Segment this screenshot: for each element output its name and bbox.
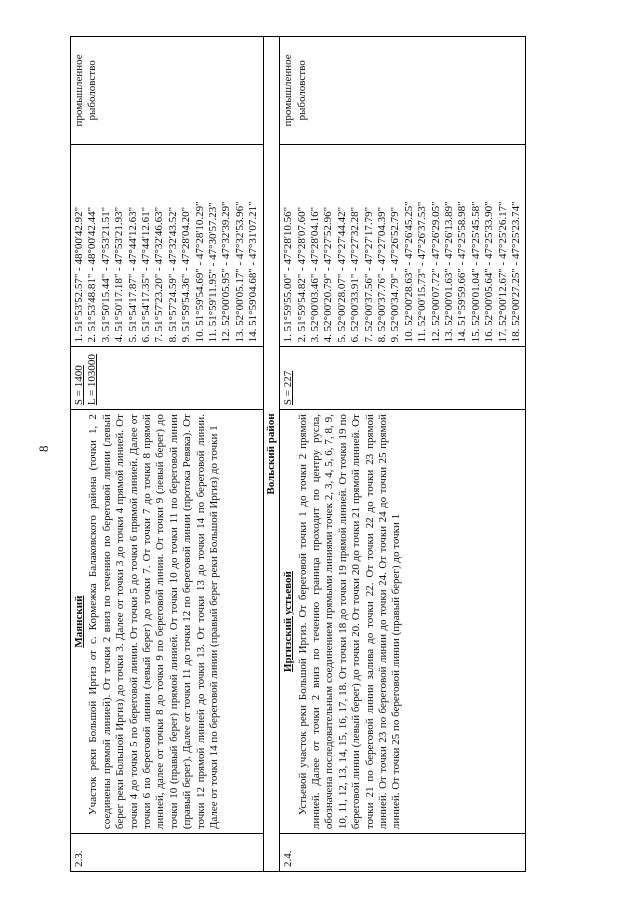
area-size-cell <box>280 347 526 410</box>
coordinate-item: 9. 52°00'34.79" - 47°26'52.79" <box>389 206 402 343</box>
coordinate-item: 18. 52°00'27.25" - 47°25'23.74" <box>510 201 522 343</box>
usage-type: промышленное рыболовство <box>280 37 526 145</box>
fishing-areas-table <box>70 36 526 872</box>
area-description: Устьевой участок реки Большой Иргиз. От береговой точки 1 до точки 2 прямой линией. Далее от точки 2 вниз по течению граница проходит по центру русла, обозначена последовательным соединением прямыми линиями точек 2, 3, 4, 5, 6, 7, 8, 9, 10, 11, 12, 13, 14, 15, 16, 17, 18. От точки 18 до точки 19 прямой линией. От точки 19 по береговой линии (левый берег) до точки 20. От точки 20 до точки 21 прямой линией. От точки 21 по береговой линии залива до точки 22. От точки 22 до точки 23 прямой линией. От точки 23 по береговой линии до точки 24. От точки 24 до точки 25 прямой линией. От точки 25 по береговой линии (правый берег) до точки 1 <box>296 414 403 830</box>
region-header-row <box>263 37 279 872</box>
coordinate-item: 12. 52°00'05.95" - 47°32'39.29" <box>220 201 233 343</box>
coordinates-list <box>282 149 523 343</box>
coordinate-item: 5. 51°54'17.87" - 47°44'12.63" <box>126 206 139 343</box>
coordinate-item: 1. 51°53'52.57" - 48°00'42.92" <box>73 206 85 343</box>
area-s: S = 227 <box>282 370 295 406</box>
coordinate-item: 17. 52°00'12.67" - 47°25'26.17" <box>496 201 509 343</box>
coordinate-item: 11. 51°59'11.95" - 47°30'57.23" <box>207 202 220 343</box>
page-number: 8 <box>36 445 51 452</box>
table-row <box>71 37 264 872</box>
coordinate-item: 7. 52°00'37.56" - 47°27'17.79" <box>362 206 375 343</box>
coordinate-item: 13. 52°00'01.63" - 47°26'13.89" <box>442 201 455 343</box>
row-number: 2.4. <box>280 834 526 872</box>
coordinates-list <box>73 149 261 343</box>
area-l: L = 103000 <box>86 354 99 406</box>
coordinate-item: 16. 52°00'05.64" - 47°25'33.90" <box>483 201 496 343</box>
area-description-cell <box>280 410 526 834</box>
area-name: Маянский <box>73 595 85 648</box>
coordinate-item: 8. 52°00'37.76" - 47°27'04.39" <box>375 206 388 343</box>
coordinate-item: 8. 51°57'24.59" - 47°32'43.52" <box>166 206 179 343</box>
coordinate-item: 6. 52°00'33.91" - 47°27'32.28" <box>349 206 362 343</box>
coordinate-item: 3. 52°00'03.46" - 47°28'04.16" <box>308 206 321 343</box>
coordinate-item: 15. 52°00'01.04" - 47°25'45.58" <box>469 201 482 343</box>
coordinate-item: 9. 51°59'54.36" - 47°28'04.20" <box>180 206 193 343</box>
coordinate-item: 2. 51°53'48.81" - 48°00'42.44" <box>86 206 99 343</box>
rotated-table-container <box>70 36 638 872</box>
coordinate-item: 4. 52°00'20.79" - 47°27'52.96" <box>322 206 335 343</box>
coordinate-item: 3. 51°50'15.44" - 47°53'21.51" <box>99 206 112 343</box>
region-header: Вольский район <box>263 37 279 872</box>
coordinate-item: 4. 51°50'17.18" - 47°53'21.93" <box>113 206 126 343</box>
coordinate-item: 10. 51°59'54.69" - 47°28'10.29" <box>193 201 206 343</box>
area-name: Иргизский устьевой <box>282 571 295 673</box>
coordinates-cell <box>71 144 264 347</box>
coordinate-item: 2. 51°59'54.82" - 47°28'07.60" <box>295 206 308 343</box>
row-number: 2.3. <box>71 834 264 872</box>
coordinate-item: 14. 51°59'59.66" - 47°25'58.98" <box>456 201 469 343</box>
area-size-cell <box>71 347 264 410</box>
area-description-cell <box>71 410 264 834</box>
coordinate-item: 1. 51°59'55.00" - 47°28'10.56" <box>282 206 295 343</box>
coordinate-item: 14. 51°59'04.68" - 47°31'07.21" <box>247 201 260 343</box>
coordinate-item: 10. 52°00'28.63" - 47°26'45.25" <box>402 201 415 343</box>
area-s: S = 1400 <box>73 365 85 406</box>
coordinate-item: 13. 52°00'05.17" - 47°32'53.96" <box>233 201 246 343</box>
area-description: Участок реки Большой Иргиз от с. Кормежка Балаковского района (точки 1, 2 соединены прямой линией). От точки 2 вниз по течению по береговой линии (левый берег реки Большой Иргиз) до точки 3. Далее от точки 3 до точки 4 прямой линией. От точки 4 до точки 5 по береговой линии. От точки 5 до точки 6 прямой линией. Далее от точки 6 по береговой линии (левый берег) до точки 7. От точки 7 до точки 8 прямой линией, далее от точки 8 до точки 9 по береговой линии. От точки 9 (левый берег) до точки 10 (правый берег) прямой линией. От точки 10 до точки 11 по береговой линии (правый берег). Далее от точки 11 до точки 12 по береговой линии (протока Ревяка). От точки 12 прямой линией до точки 13. От точки 13 до точки 14 по береговой линии. Далее от точки 14 по береговой линии (правый берег реки Большой Иргиз) до точки 1 <box>87 414 221 830</box>
coordinate-item: 11. 52°00'15.73" - 47°26'37.53" <box>416 201 429 343</box>
usage-type: промышленное рыболовство <box>71 37 264 145</box>
coordinate-item: 7. 51°57'23.20" - 47°32'46.63" <box>153 206 166 343</box>
coordinate-item: 6. 51°54'17.35" - 47°44'12.61" <box>140 206 153 343</box>
coordinates-cell <box>280 144 526 347</box>
coordinate-item: 5. 52°00'28.07" - 47°27'44.42" <box>335 206 348 343</box>
coordinate-item: 12. 52°00'07.72" - 47°26'29.05" <box>429 201 442 343</box>
table-row <box>280 37 526 872</box>
